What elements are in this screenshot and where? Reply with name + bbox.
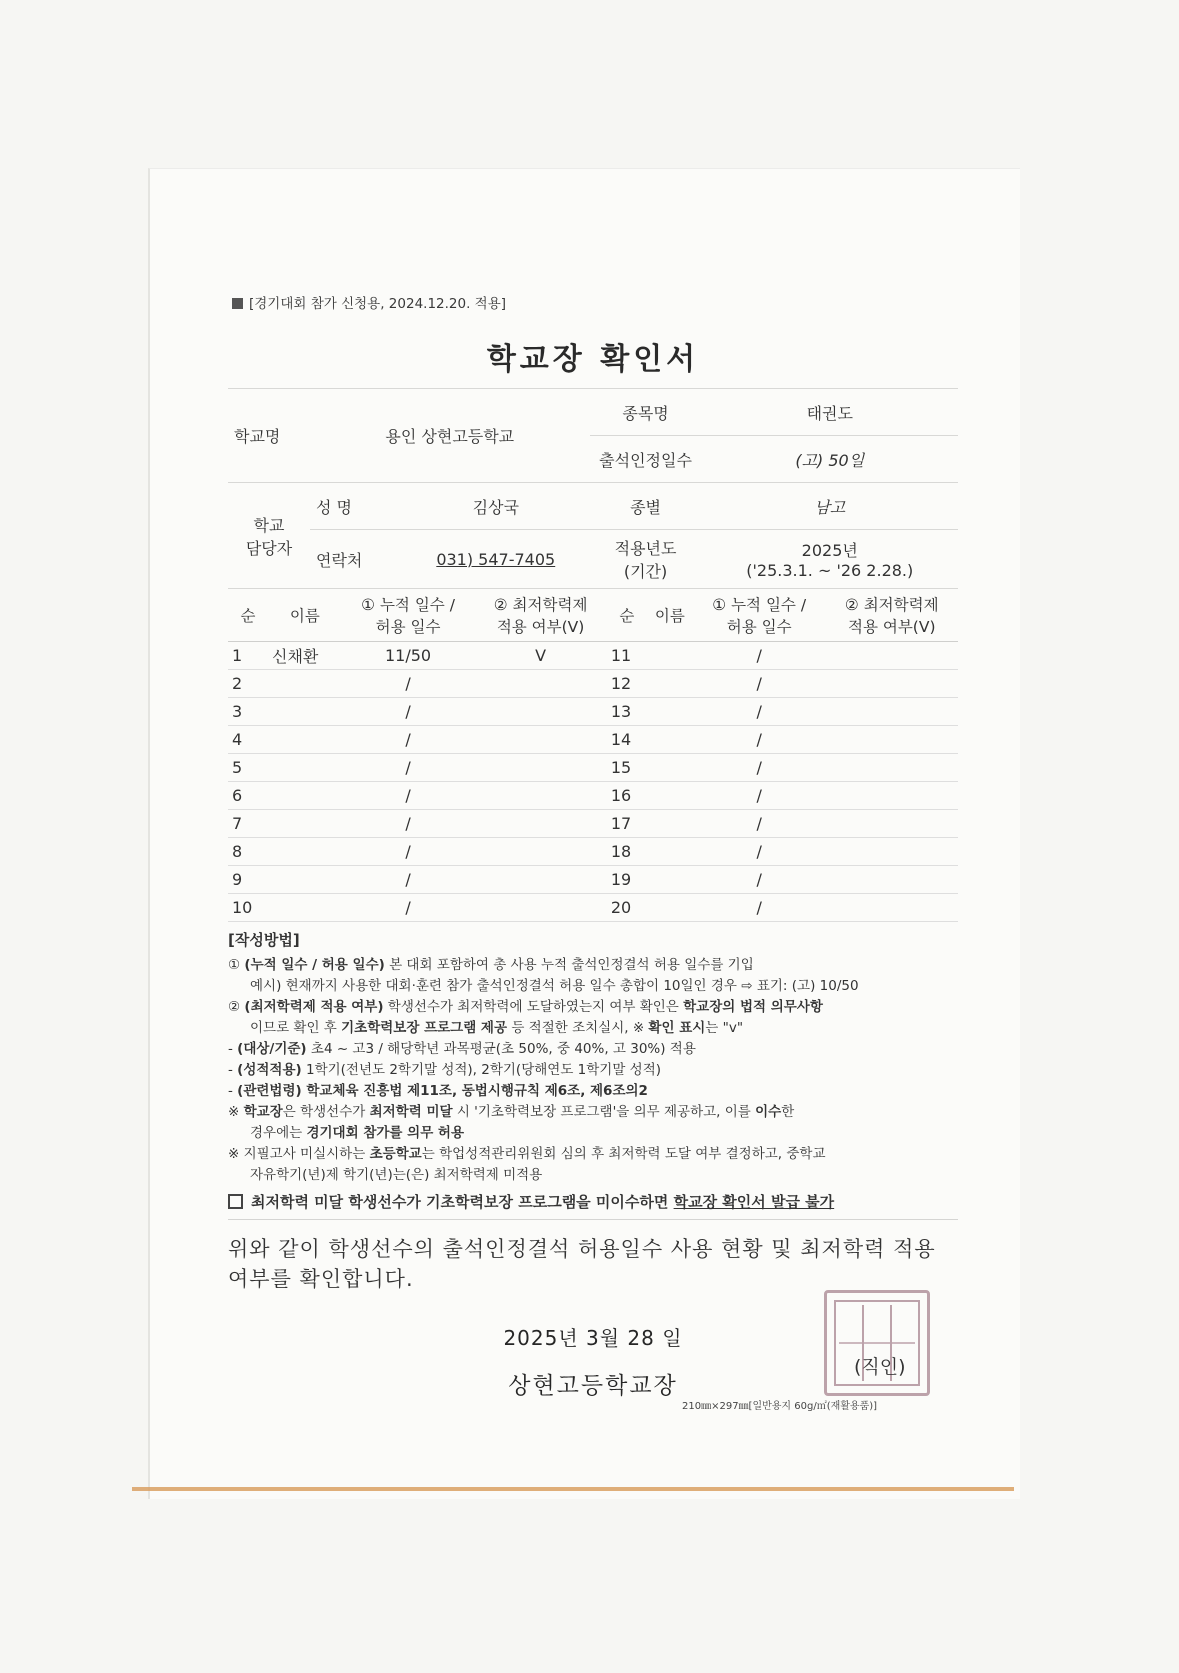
method-l10a: ※ 지필고사 미실시하는 (228, 1146, 370, 1162)
method-l5b: (대상/기준) (237, 1041, 307, 1057)
row-number: 2 (228, 670, 268, 698)
row-name: 신채환 (268, 642, 342, 670)
row-apply (474, 670, 606, 698)
square-bullet-icon (232, 298, 243, 309)
method-l4c: 등 적절한 조치실시, ※ (507, 1020, 649, 1036)
row-name-2 (647, 754, 693, 782)
method-l4e: 는 "v" (705, 1020, 744, 1036)
row-days-2: / (693, 838, 826, 866)
header-days-2-line2: 허용 일수 (726, 618, 792, 636)
issue-date: 2025년 3월 28 일 (503, 1326, 683, 1350)
method-l10b: 초등학교 (369, 1146, 422, 1162)
row-number: 1 (228, 642, 268, 670)
row-apply (474, 866, 606, 894)
year-label (590, 530, 702, 589)
info-table (228, 388, 958, 588)
row-days: / (342, 894, 475, 922)
row-days-2: / (693, 670, 826, 698)
method-l8g: 한 (781, 1104, 795, 1120)
row-name-2 (647, 642, 693, 670)
header-name: 이름 (268, 589, 342, 642)
method-l6c: 1학기(전년도 2학기말 성적), 2학기(당해연도 1학기말 성적) (301, 1062, 662, 1078)
row-name (268, 726, 342, 754)
row-apply-2 (825, 726, 958, 754)
table-row (228, 754, 958, 782)
school-value: 용인 상현고등학교 (310, 389, 590, 483)
row-number-2: 18 (607, 838, 647, 866)
header-days-line1: ① 누적 일수 / (361, 596, 455, 614)
row-number-2: 16 (607, 782, 647, 810)
method-l8c: 은 학생선수가 (282, 1104, 370, 1120)
name-value: 김상국 (402, 483, 590, 530)
row-days-2: / (693, 866, 826, 894)
row-days: / (342, 726, 475, 754)
method-l10c: 는 학업성적관리위원회 심의 후 최저학력 도달 여부 결정하고, 중학교 (421, 1146, 826, 1162)
table-row (228, 670, 958, 698)
confirm-statement: 위와 같이 학생선수의 출석인정결석 허용일수 사용 현황 및 최저학력 적용 여부를 확인합니다. (228, 1237, 936, 1291)
row-apply (474, 782, 606, 810)
year-label-sub: (기간) (623, 562, 668, 581)
method-line-1 (228, 955, 958, 976)
seal-label: (직인) (854, 1356, 906, 1378)
row-days: / (342, 670, 475, 698)
header-apply-2 (825, 589, 958, 642)
checkbox-square-icon (228, 1194, 243, 1209)
method-l8f: 이수 (755, 1104, 782, 1120)
row-number: 5 (228, 754, 268, 782)
method-l1a: ① (228, 957, 245, 973)
method-l5a: - (228, 1041, 238, 1057)
row-apply (474, 810, 606, 838)
row-number: 6 (228, 782, 268, 810)
method-l8a: ※ (228, 1104, 244, 1120)
header-days (342, 589, 475, 642)
method-l7c: 학교체육 진흥법 제11조, 동법시행규칙 제6조, 제6조의2 (301, 1083, 648, 1099)
row-name-2 (647, 810, 693, 838)
row-apply-2 (825, 810, 958, 838)
warning-a: 최저학력 미달 학생선수가 기초학력보장 프로그램을 (251, 1193, 596, 1211)
warning-b: 미이수 (595, 1193, 640, 1211)
row-name (268, 782, 342, 810)
warning-d: 학교장 확인서 발급 불가 (673, 1193, 835, 1211)
row-name (268, 670, 342, 698)
row-days: 11/50 (342, 642, 475, 670)
row-days-2: / (693, 782, 826, 810)
row-number: 9 (228, 866, 268, 894)
year-value-text: 2025년 (801, 541, 858, 560)
row-apply-2 (825, 838, 958, 866)
table-row (228, 894, 958, 922)
method-l9a: 경우에는 (250, 1125, 307, 1141)
method-l1b: (누적 일수 / 허용 일수) (244, 957, 385, 973)
row-apply: V (474, 642, 606, 670)
method-l5c: 초4 ~ 고3 / 해당학년 과목평균(초 50%, 중 40%, 고 30%) 적용 (306, 1041, 696, 1057)
header-days-line2: 허용 일수 (375, 618, 441, 636)
row-number-2: 11 (607, 642, 647, 670)
document-content (228, 292, 958, 1400)
method-l4b: 기초학력보장 프로그램 제공 (341, 1020, 508, 1036)
row-days: / (342, 698, 475, 726)
table-row (228, 726, 958, 754)
row-name-2 (647, 838, 693, 866)
row-number-2: 12 (607, 670, 647, 698)
row-apply (474, 838, 606, 866)
row-apply-2 (825, 894, 958, 922)
sport-value: 태권도 (702, 389, 958, 436)
row-days-2: / (693, 810, 826, 838)
name-label: 성 명 (310, 483, 402, 530)
row-days-2: / (693, 642, 826, 670)
row-apply (474, 726, 606, 754)
method-heading: [작성방법] (228, 931, 300, 949)
row-apply-2 (825, 866, 958, 894)
row-days: / (342, 810, 475, 838)
method-l1c: 본 대회 포함하여 총 사용 누적 출석인정결석 허용 일수를 기입 (384, 957, 754, 973)
athlete-table-body (228, 642, 958, 922)
header-num: 순 (228, 589, 268, 642)
method-l8b: 학교장 (243, 1104, 283, 1120)
method-l7b: (관련법령) (237, 1083, 302, 1099)
row-number-2: 13 (607, 698, 647, 726)
method-line-5 (228, 1039, 958, 1060)
row-days-2: / (693, 698, 826, 726)
row-days: / (342, 754, 475, 782)
contact-label: 연락처 (310, 530, 402, 589)
row-name-2 (647, 782, 693, 810)
gender-label: 종별 (590, 483, 702, 530)
method-line-4 (250, 1018, 958, 1039)
year-range-text: ('25.3.1. ~ '26 2.28.) (746, 561, 914, 580)
row-apply-2 (825, 698, 958, 726)
header-apply-line1: ② 최저학력제 (493, 596, 588, 614)
header-note-text: [경기대회 참가 신청용, 2024.12.20. 적용] (249, 296, 507, 312)
principal-name: 상현고등학교장 (508, 1373, 678, 1399)
header-name-2: 이름 (647, 589, 693, 642)
table-row (228, 866, 958, 894)
row-name-2 (647, 894, 693, 922)
attendance-label: 출석인정일수 (590, 436, 702, 483)
method-line-10 (228, 1144, 958, 1165)
table-row (228, 838, 958, 866)
method-line-11: 자유학기(년)제 학기(년)는(은) 최저학력제 미적용 (250, 1167, 543, 1183)
header-apply-2-line1: ② 최저학력제 (844, 596, 939, 614)
row-number-2: 20 (607, 894, 647, 922)
method-l3c: 학생선수가 최저학력에 도달하였는지 여부 확인은 (383, 999, 684, 1015)
method-l4a: 이므로 확인 후 (250, 1020, 342, 1036)
row-number: 10 (228, 894, 268, 922)
contact-value: 031) 547-7405 (402, 530, 590, 589)
row-days: / (342, 838, 475, 866)
row-name (268, 698, 342, 726)
row-number: 8 (228, 838, 268, 866)
row-apply (474, 754, 606, 782)
method-l6a: - (228, 1062, 238, 1078)
method-l3b: (최저학력제 적용 여부) (244, 999, 384, 1015)
method-line-8 (228, 1102, 958, 1123)
header-apply-2-line2: 적용 여부(V) (847, 618, 936, 636)
paper-spec-note: 210㎜×297㎜[일반용지 60g/㎡(재활용품)] (682, 1401, 878, 1412)
header-days-2-line1: ① 누적 일수 / (712, 596, 807, 614)
table-row (228, 698, 958, 726)
warning-c: 하면 (639, 1193, 674, 1211)
row-days-2: / (693, 754, 826, 782)
header-note (232, 292, 958, 312)
attendance-value: (고) 50일 (702, 436, 958, 483)
row-number-2: 15 (607, 754, 647, 782)
row-apply-2 (825, 782, 958, 810)
year-label-text: 적용년도 (614, 539, 677, 558)
row-apply-2 (825, 670, 958, 698)
method-l8d: 최저학력 미달 (369, 1104, 453, 1120)
sport-label: 종목명 (590, 389, 702, 436)
header-num-2: 순 (607, 589, 647, 642)
row-name-2 (647, 670, 693, 698)
row-apply-2 (825, 642, 958, 670)
method-warning (228, 1192, 958, 1220)
row-name (268, 810, 342, 838)
writing-method (228, 930, 958, 1220)
row-name-2 (647, 866, 693, 894)
method-l6b: (성적적용) (237, 1062, 302, 1078)
method-line-6 (228, 1060, 958, 1081)
row-name-2 (647, 726, 693, 754)
method-l3a: ② (228, 999, 245, 1015)
row-days-2: / (693, 726, 826, 754)
method-line-2: 예시) 현재까지 사용한 대회·훈련 참가 출석인정결석 허용 일수 총합이 10일인 경우 ⇨ 표기: (고) 10/50 (250, 978, 859, 994)
page-title: 학교장 확인서 (486, 342, 700, 377)
row-number: 3 (228, 698, 268, 726)
official-seal-stamp (824, 1290, 930, 1396)
header-apply (474, 589, 606, 642)
row-name (268, 866, 342, 894)
row-name-2 (647, 698, 693, 726)
row-days: / (342, 866, 475, 894)
method-line-3 (228, 997, 958, 1018)
table-row (228, 782, 958, 810)
method-l9b: 경기대회 참가를 의무 허용 (306, 1125, 465, 1141)
table-row (228, 810, 958, 838)
year-value (702, 530, 958, 589)
method-line-7 (228, 1081, 958, 1102)
row-number-2: 19 (607, 866, 647, 894)
method-l7a: - (228, 1083, 238, 1099)
row-name (268, 838, 342, 866)
row-days-2: / (693, 894, 826, 922)
manager-label: 학교 담당자 (228, 483, 310, 589)
gender-value: 남고 (702, 483, 958, 530)
row-number: 7 (228, 810, 268, 838)
method-line-9 (250, 1123, 958, 1144)
row-apply (474, 894, 606, 922)
row-name (268, 894, 342, 922)
header-apply-line2: 적용 여부(V) (496, 618, 585, 636)
row-days: / (342, 782, 475, 810)
method-l8e: 시 '기초학력보장 프로그램'을 의무 제공하고, 이를 (452, 1104, 756, 1120)
row-name (268, 754, 342, 782)
paper-edge (132, 1487, 1014, 1491)
method-l4d: 확인 표시 (648, 1020, 706, 1036)
method-l3d: 학교장의 법적 의무사항 (683, 999, 823, 1015)
row-number-2: 14 (607, 726, 647, 754)
row-apply-2 (825, 754, 958, 782)
row-number: 4 (228, 726, 268, 754)
athlete-table (228, 588, 958, 922)
header-days-2 (693, 589, 826, 642)
table-row (228, 642, 958, 670)
school-label: 학교명 (228, 389, 310, 483)
row-apply (474, 698, 606, 726)
row-number-2: 17 (607, 810, 647, 838)
